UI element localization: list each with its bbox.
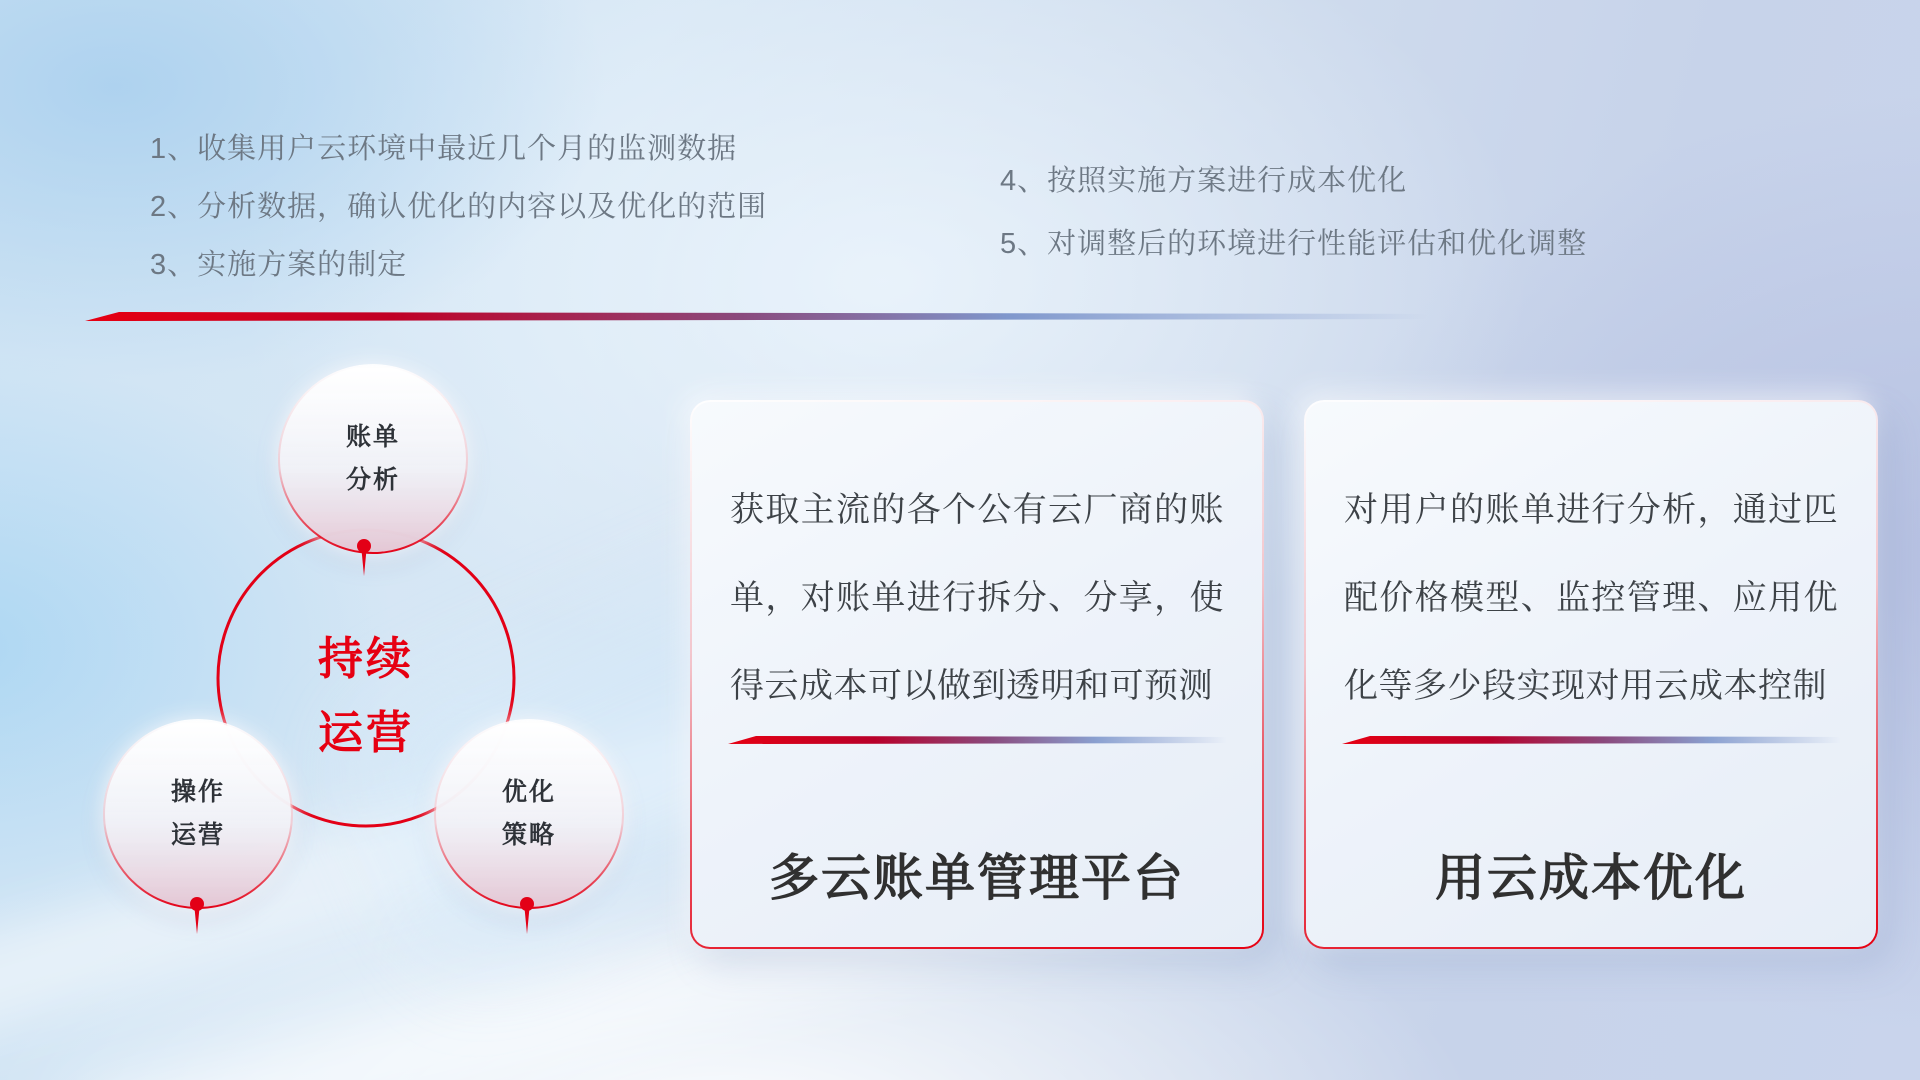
step-item-4: 4、按照实施方案进行成本优化 (1000, 165, 1408, 197)
section-divider (85, 312, 1483, 321)
card-body-text: 对用户的账单进行分析，通过匹配价格模型、监控管理、应用优化等多少段实现对用云成本控制 (1344, 491, 1838, 705)
step-item-1: 1、收集用户云环境中最近几个月的监测数据 (150, 133, 738, 165)
diagram-center-label: 持续 运营 (317, 633, 414, 758)
card-divider (1342, 736, 1867, 744)
card-multicloud-billing (690, 400, 1264, 949)
process-steps-left (150, 120, 767, 294)
step-item-3: 3、实施方案的制定 (150, 249, 408, 281)
step-item-2: 2、分析数据，确认优化的内容以及优化的范围 (150, 191, 768, 223)
card-divider (728, 736, 1253, 744)
diagram-node-billing-analysis (278, 364, 468, 554)
card-title: 用云成本优化 (1435, 850, 1747, 906)
card-cost-optimization (1304, 400, 1878, 949)
card-body-text: 获取主流的各个公有云厂商的账单，对账单进行拆分、分享，使得云成本可以做到透明和可预测 (730, 491, 1224, 705)
diagram-node-optimization (434, 719, 624, 909)
diagram-node-operation (103, 719, 293, 909)
diagram-node-label: 优化 策略 (501, 778, 556, 849)
step-item-5: 5、对调整后的环境进行性能评估和优化调整 (1000, 228, 1588, 260)
diagram-node-label: 账单 分析 (345, 423, 400, 494)
process-steps-right (1000, 150, 1587, 276)
diagram-node-label: 操作 运营 (170, 778, 225, 849)
card-title: 多云账单管理平台 (769, 850, 1185, 906)
